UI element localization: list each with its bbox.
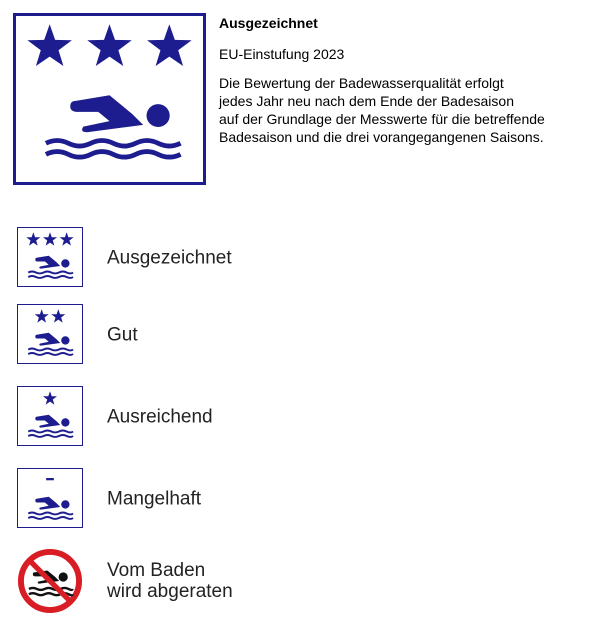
legend-item-ausreichend <box>17 386 317 448</box>
classification-year: EU-Einstufung 2023 <box>219 46 345 62</box>
quality-description <box>219 74 599 146</box>
two-star-swimmer-icon <box>17 304 83 364</box>
description-line: Badesaison und die drei vorangegangenen Saisons. <box>219 129 544 145</box>
legend-label: Ausreichend <box>107 406 213 428</box>
legend-label: Vom Baden wird abgeraten <box>107 560 233 602</box>
three-star-swimmer-icon <box>13 13 206 185</box>
legend-label: Ausgezeichnet <box>107 247 232 269</box>
legend-item-gut <box>17 304 317 366</box>
description-line: auf der Grundlage der Messwerte für die betreffende <box>219 111 545 127</box>
no-swimming-icon <box>17 548 83 614</box>
quality-info-panel <box>219 14 599 146</box>
legend-item-vom-baden-abgeraten <box>17 548 317 614</box>
legend-item-ausgezeichnet <box>17 227 317 289</box>
description-line: Die Bewertung der Badewasserqualität erfolgt <box>219 75 504 91</box>
three-star-swimmer-icon <box>17 227 83 287</box>
dash-swimmer-icon <box>17 468 83 528</box>
legend-label: Gut <box>107 324 138 346</box>
legend-item-mangelhaft <box>17 468 317 530</box>
description-line: jedes Jahr neu nach dem Ende der Badesaison <box>219 93 514 109</box>
legend-label: Mangelhaft <box>107 488 202 510</box>
quality-title: Ausgezeichnet <box>219 15 318 31</box>
one-star-swimmer-icon <box>17 386 83 446</box>
